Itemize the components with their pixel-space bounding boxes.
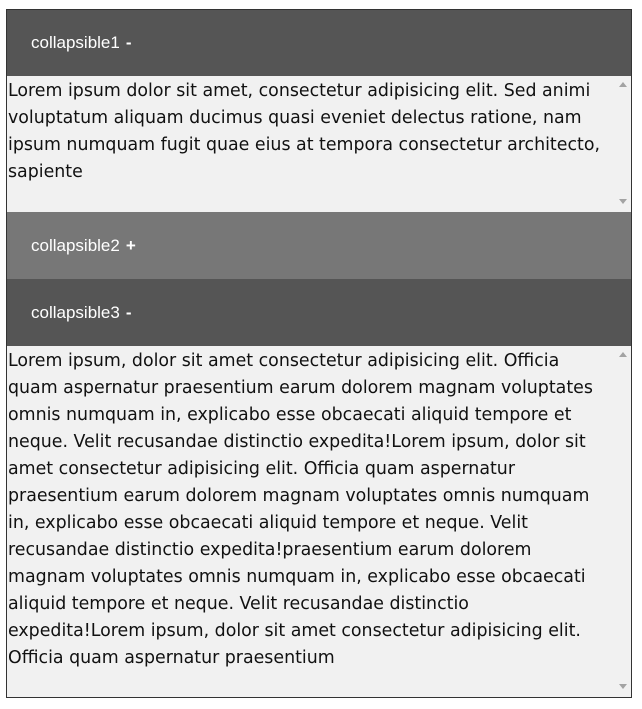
collapsible1-scrollbar[interactable]: [614, 76, 631, 212]
scroll-down-arrow-icon[interactable]: [619, 199, 627, 204]
scroll-up-arrow-icon[interactable]: [619, 82, 627, 87]
collapse-toggle-icon: -: [125, 33, 132, 52]
collapsible3-scrollbar[interactable]: [614, 346, 631, 697]
collapsible3-title: collapsible3: [31, 302, 120, 322]
collapse-toggle-icon: -: [125, 302, 132, 322]
collapsible2-title: collapsible2: [31, 235, 120, 255]
collapsible2-header[interactable]: [7, 212, 631, 279]
accordion: [6, 9, 632, 698]
scroll-up-arrow-icon[interactable]: [619, 352, 627, 357]
scroll-down-arrow-icon[interactable]: [619, 684, 627, 689]
collapsible1-header[interactable]: [7, 10, 631, 76]
expand-toggle-icon: +: [125, 235, 136, 255]
collapsible1-title: collapsible1: [31, 33, 120, 52]
collapsible1-panel[interactable]: [7, 76, 631, 212]
collapsible3-panel[interactable]: [7, 346, 631, 697]
collapsible3-text: Lorem ipsum, dolor sit amet consectetur adipisicing elit. Officia quam aspernatur praesentium earum dolorem magnam voluptates omnis numquam in, explicabo esse obcaecati aliquid tempore et neque. Velit recusandae distinctio expedita!Lorem ipsum, dolor sit amet consectetur adipisicing elit. Officia quam aspernatur praesentium earum dolorem magnam voluptates omnis numquam in, explicabo esse obcaecati aliquid tempore et neque. Velit recusandae distinctio expedita!praesentium earum dolorem magnam voluptates omnis numquam in, explicabo esse obcaecati aliquid tempore et neque. Velit recusandae distinctio expedita!Lorem ipsum, dolor sit amet consectetur adipisicing elit. Officia quam aspernatur praesentium: [8, 351, 593, 668]
collapsible1-text: Lorem ipsum dolor sit amet, consectetur adipisicing elit. Sed animi voluptatum aliquam ducimus quasi eveniet delectus ratione, nam ipsum numquam fugit quae eius at tempora consectetur architecto, sapiente: [8, 81, 601, 182]
collapsible3-header[interactable]: [7, 279, 631, 346]
